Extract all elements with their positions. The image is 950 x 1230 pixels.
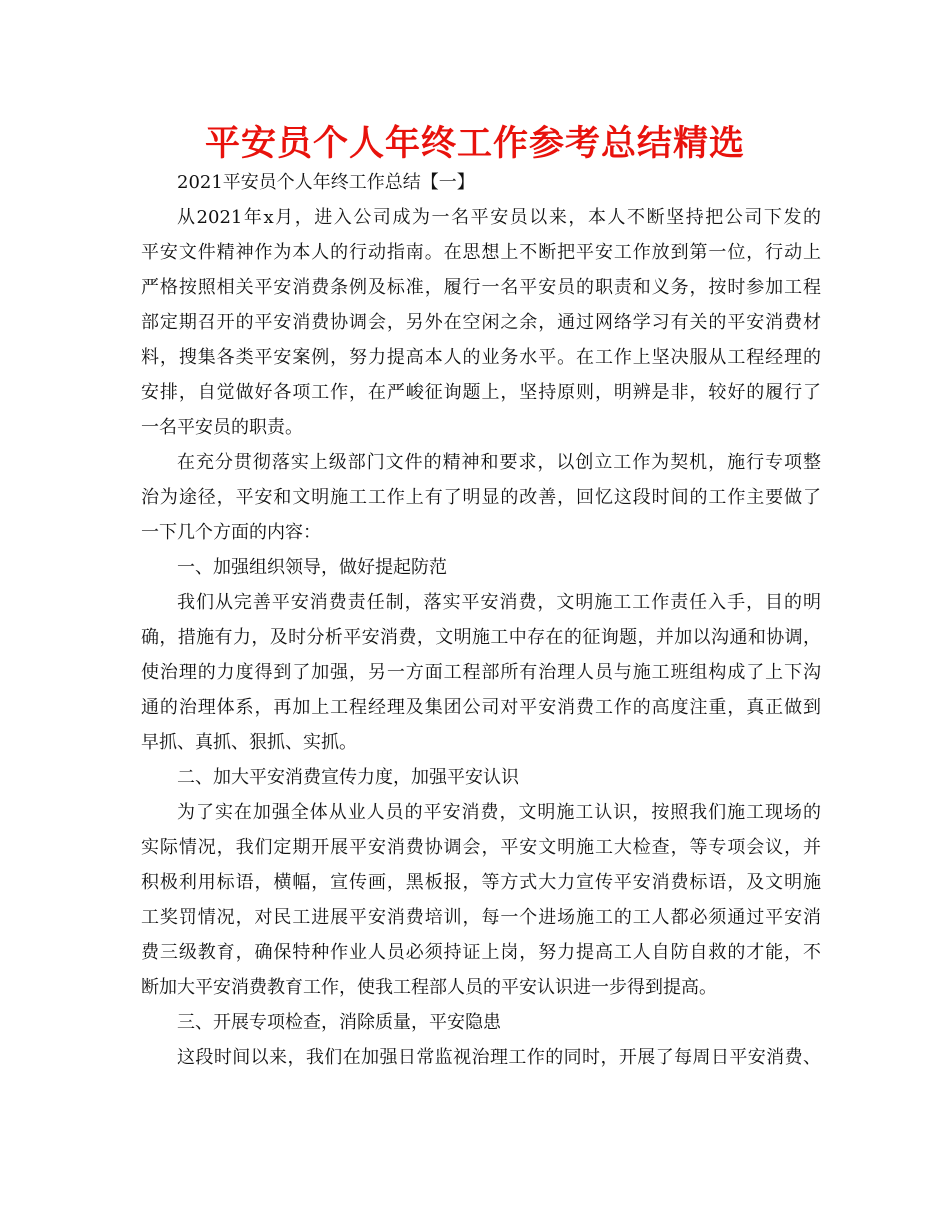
text-line: 早抓、真抓、狠抓、实抓。 bbox=[141, 732, 357, 753]
text-line: 积极利用标语，横幅，宣传画，黑板报，等方式大力宣传平安消费标语，及文明施 bbox=[141, 872, 821, 893]
document-body bbox=[141, 165, 821, 1075]
text-line: 确，措施有力，及时分析平安消费，文明施工中存在的征询题，并加以沟通和协调， bbox=[141, 627, 821, 648]
text-line: 一下几个方面的内容： bbox=[141, 522, 321, 543]
text-line: 三、开展专项检查，消除质量，平安隐患 bbox=[177, 1012, 501, 1033]
text-line: 料，搜集各类平安案例，努力提高本人的业务水平。在工作上坚决服从工程经理的 bbox=[141, 347, 821, 368]
text-line: 治为途径，平安和文明施工工作上有了明显的改善，回忆这段时间的工作主要做了 bbox=[141, 487, 821, 508]
text-line: 实际情况，我们定期开展平安消费协调会，平安文明施工大检查，等专项会议，并 bbox=[141, 837, 821, 858]
text-line: 平安文件精神作为本人的行动指南。在思想上不断把平安工作放到第一位，行动上 bbox=[141, 242, 821, 263]
text-line: 为了实在加强全体从业人员的平安消费，文明施工认识，按照我们施工现场的 bbox=[177, 802, 821, 823]
text-line: 使治理的力度得到了加强，另一方面工程部所有治理人员与施工班组构成了上下沟 bbox=[141, 662, 821, 683]
text-line: 严格按照相关平安消费条例及标准，履行一名平安员的职责和义务，按时参加工程 bbox=[141, 277, 821, 298]
text-line: 我们从完善平安消费责任制，落实平安消费，文明施工工作责任入手，目的明 bbox=[177, 592, 821, 613]
text-line: 工奖罚情况，对民工进展平安消费培训，每一个进场施工的工人都必须通过平安消 bbox=[141, 907, 821, 928]
text-line: 安排，自觉做好各项工作，在严峻征询题上，坚持原则，明辨是非，较好的履行了 bbox=[141, 382, 821, 403]
text-line: 这段时间以来，我们在加强日常监视治理工作的同时，开展了每周日平安消费、 bbox=[177, 1047, 821, 1068]
text-line: 断加大平安消费教育工作，使我工程部人员的平安认识进一步得到提高。 bbox=[141, 977, 717, 998]
text-line: 2021平安员个人年终工作总结【一】 bbox=[177, 172, 475, 193]
text-line: 一、加强组织领导，做好提起防范 bbox=[177, 557, 447, 578]
text-line: 费三级教育，确保特种作业人员必须持证上岗，努力提高工人自防自救的才能，不 bbox=[141, 942, 821, 963]
text-line: 部定期召开的平安消费协调会，另外在空闲之余，通过网络学习有关的平安消费材 bbox=[141, 312, 821, 333]
text-line: 二、加大平安消费宣传力度，加强平安认识 bbox=[177, 767, 519, 788]
text-line: 一名平安员的职责。 bbox=[141, 417, 303, 438]
text-line: 通的治理体系，再加上工程经理及集团公司对平安消费工作的高度注重，真正做到 bbox=[141, 697, 821, 718]
text-line: 在充分贯彻落实上级部门文件的精神和要求，以创立工作为契机，施行专项整 bbox=[177, 452, 821, 473]
document-title: 平安员个人年终工作参考总结精选 bbox=[204, 124, 745, 164]
text-line: 从2021年x月，进入公司成为一名平安员以来，本人不断坚持把公司下发的 bbox=[177, 207, 821, 228]
